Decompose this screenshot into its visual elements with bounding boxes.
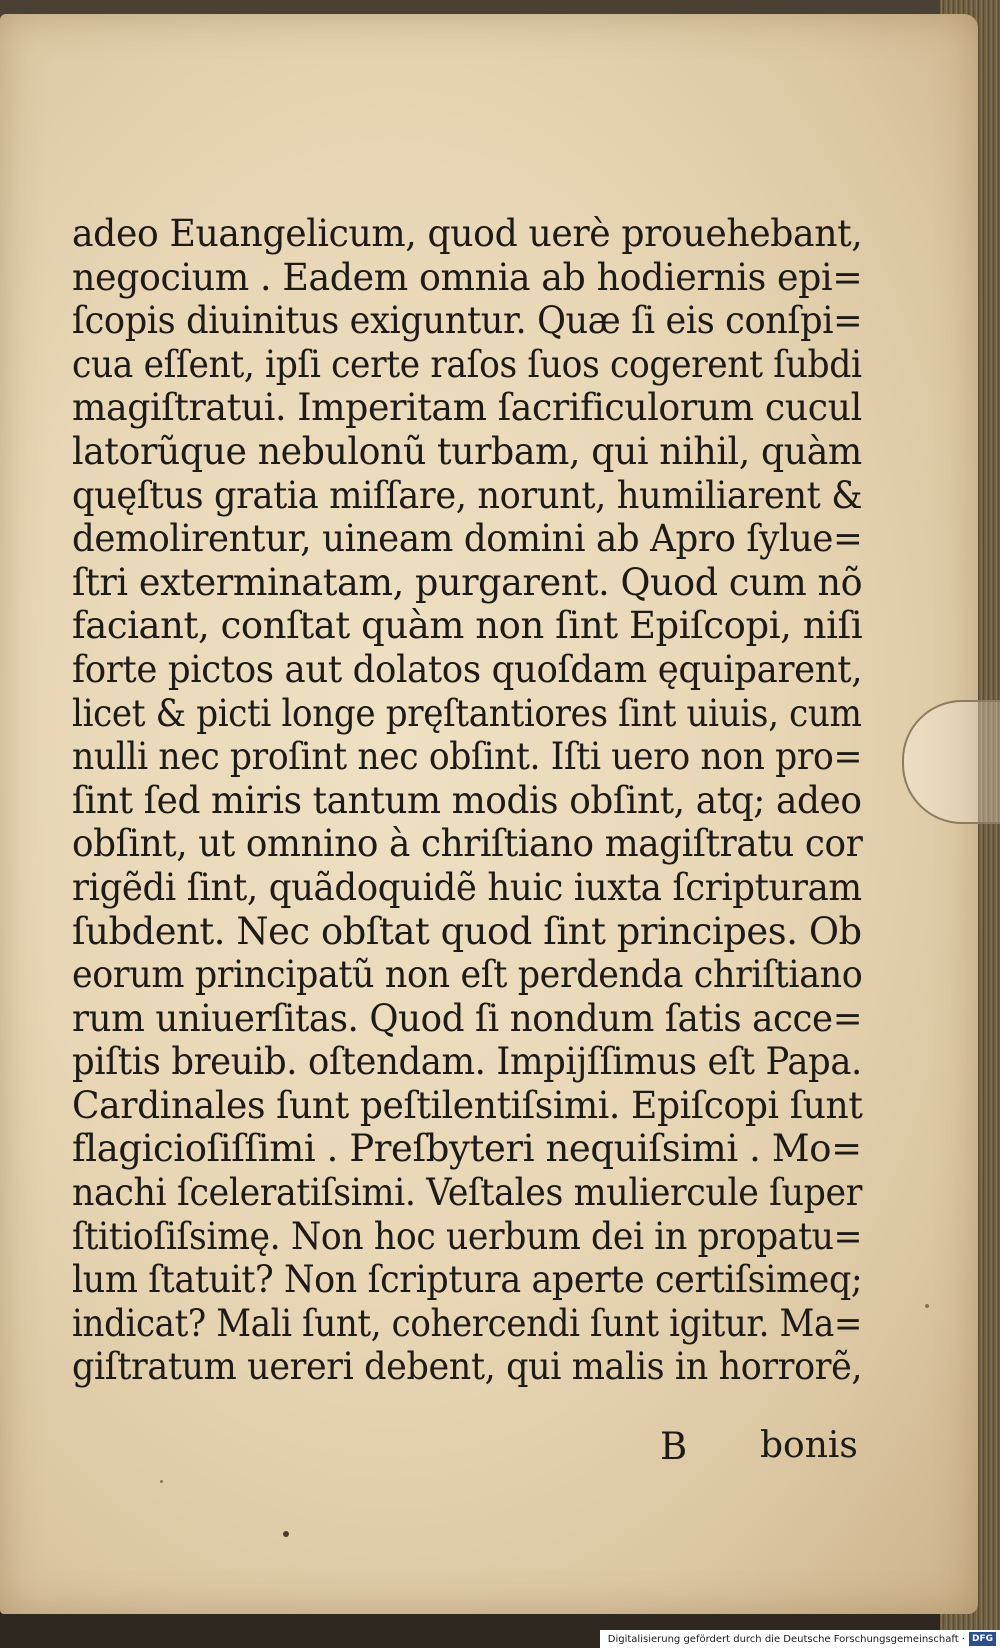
text-line: forte pictos aut dolatos quoſdam ęquiparent,	[72, 647, 863, 691]
ink-speck	[160, 1480, 163, 1483]
page-footer	[72, 1425, 862, 1469]
text-line: nachi ſceleratiſsimi. Veſtales muliercule ſuper	[72, 1171, 863, 1215]
text-line: eorum principatũ non eſt perdenda chriſtiano	[72, 953, 863, 997]
text-line: ſtri exterminatam, purgarent. Quod cum nõ	[72, 560, 863, 604]
text-line: giſtratum uereri debent, qui malis in horrorẽ,	[72, 1345, 863, 1389]
text-line: latorũque nebulonũ turbam, qui nihil, quàm	[72, 429, 862, 473]
text-line: adeo Euangelicum, quod uerè prouehebant,	[72, 212, 863, 255]
book-page	[0, 14, 978, 1614]
digitization-credit-banner	[600, 1630, 1000, 1648]
dfg-logo: DFG	[969, 1632, 996, 1646]
text-line: piſtis breuib. oſtendam. Impijſſimus eſt Papa.	[72, 1040, 862, 1084]
credit-text: Digitalisierung gefördert durch die Deutsche Forschungsgemeinschaft ·	[607, 1633, 965, 1645]
text-line: nulli nec proſint nec obſint. Iſti uero non pro=	[72, 735, 863, 779]
text-line: quęſtus gratia miſſare, norunt, humiliarent &	[72, 473, 863, 517]
text-line: negocium . Eadem omnia ab hodiernis epi=	[72, 255, 863, 299]
text-line: cua eſſent, ipſi certe raſos ſuos cogerent ſubdi	[72, 342, 862, 386]
text-line: ſtitioſiſsimę. Non hoc uerbum dei in propatu=	[72, 1214, 863, 1258]
text-line: ſint ſed miris tantum modis obſint, atq; adeo	[72, 778, 862, 822]
text-line: magiſtratui. Imperitam ſacrificulorum cucul	[72, 386, 862, 430]
text-block	[72, 212, 862, 1389]
signature-mark: B	[660, 1425, 688, 1468]
text-line: indicat? Mali ſunt, cohercendi ſunt igitur. Ma=	[72, 1301, 863, 1345]
text-line: Cardinales ſunt peſtilentiſsimi. Epiſcopi ſunt	[72, 1083, 863, 1127]
ink-speck	[283, 1531, 289, 1537]
text-line: ſcopis diuinitus exiguntur. Quæ ſi eis conſpi=	[72, 299, 863, 343]
ink-speck	[925, 1304, 929, 1308]
text-line: flagicioſiſſimi . Preſbyteri nequiſsimi . Mo=	[72, 1127, 862, 1171]
catchword: bonis	[760, 1425, 858, 1466]
text-line: obſint, ut omnino à chriſtiano magiſtratu cor	[72, 822, 863, 866]
text-line: licet & picti longe pręſtantiores ſint uiuis, cum	[72, 691, 862, 735]
text-line: rum uniuerſitas. Quod ſi nondum ſatis acce=	[72, 996, 863, 1040]
text-line: ſubdent. Nec obſtat quod ſint principes. Ob	[72, 909, 862, 953]
text-line: lum ſtatuit? Non ſcriptura aperte certiſsimeq;	[72, 1258, 863, 1302]
text-line: demolirentur, uineam domini ab Apro ſylue=	[72, 517, 863, 561]
text-line: rigẽdi ſint, quãdoquidẽ huic iuxta ſcripturam	[72, 865, 862, 909]
text-line: faciant, conſtat quàm non ſint Epiſcopi, niſi	[72, 604, 863, 648]
